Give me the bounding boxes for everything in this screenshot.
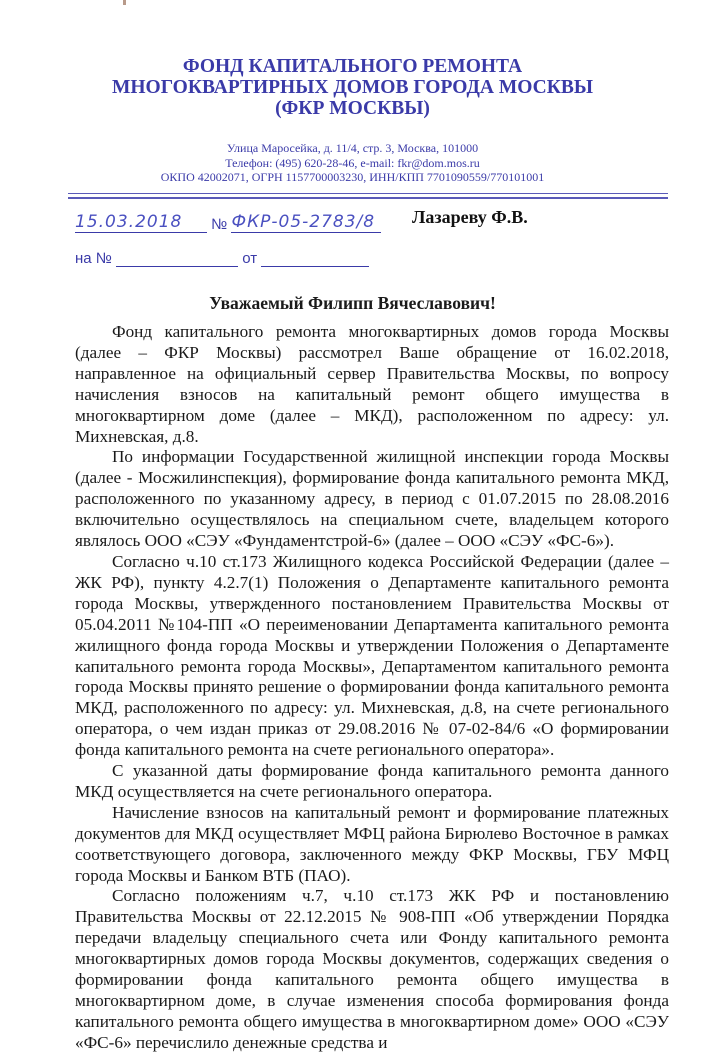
org-registry-codes: ОКПО 42002071, ОГРН 1157700003230, ИНН/КПП 7701090559/770101001 bbox=[160, 170, 545, 184]
registration-line bbox=[75, 212, 381, 233]
number-label: № bbox=[211, 216, 228, 233]
letterhead-contacts bbox=[0, 141, 705, 185]
paragraph: Фонд капитального ремонта многоквартирных домов города Москвы (далее – ФКР Москвы) рассмотрел Ваше обращение от 16.02.2018, направленное на официальный сервер Правительства Москвы, по вопросу начисления взносов на капитальный ремонт общего имущества в многоквартирном доме (далее – МКД), расположенном по адресу: ул. Михневская, д.8. bbox=[75, 322, 669, 446]
letterhead-org-name bbox=[0, 56, 705, 119]
reply-from-label: от bbox=[242, 250, 258, 267]
paragraph: По информации Государственной жилищной инспекции города Москвы (далее - Мосжилинспекция), формирование фонда капитального ремонта МКД, расположенного по указанному адресу, в период с 01.07.2015 по 28.08.2016 включительно осуществлялось на специальном счете, владельцем которого являлось ООО «СЭУ «Фундаментстрой-6» (далее – ООО «СЭУ «ФС-6»). bbox=[75, 447, 669, 551]
org-line-1: ФОНД КАПИТАЛЬНОГО РЕМОНТА bbox=[182, 56, 523, 77]
addressee: Лазареву Ф.В. bbox=[412, 207, 528, 227]
org-line-2: МНОГОКВАРТИРНЫХ ДОМОВ ГОРОДА МОСКВЫ bbox=[111, 77, 594, 98]
letterhead-divider-thick bbox=[68, 197, 668, 199]
org-line-3: (ФКР МОСКВЫ) bbox=[275, 98, 430, 119]
reply-reference-line bbox=[75, 250, 369, 267]
paragraph: Начисление взносов на капитальный ремонт и формирование платежных документов для МКД осуществляет МФЦ района Бирюлево Восточное в рамках соответствующего договора, заключенного между ФКР Москвы, ГБУ МФЦ города Москвы и Банком ВТБ (ПАО). bbox=[75, 802, 669, 885]
org-address: Улица Маросейка, д. 11/4, стр. 3, Москва, 101000 bbox=[226, 141, 479, 155]
scan-mark bbox=[123, 0, 126, 5]
paragraph: Согласно ч.10 ст.173 Жилищного кодекса Российской Федерации (далее – ЖК РФ), пункту 4.2.7(1) Положения о Департаменте капитального ремонта города Москвы, утвержденного постановлением Правительства Москвы от 05.04.2011 №104-ПП «О переименовании Департамента капитального ремонта жилищного фонда города Москвы и утверждении Положения о Департаменте капитального ремонта города Москвы», Департаментом капитального ремонта города Москвы принято решение о формировании фонда капитального ремонта МКД, расположенного по адресу: ул. Михневская, д.8, на счете регионального оператора, о чем издан приказ от 29.08.2016 № 07-02-84/6 «О формировании фонда капитального ремонта на счете регионального оператора». bbox=[75, 551, 669, 760]
reply-date-field bbox=[261, 250, 369, 267]
paragraph: С указанной даты формирование фонда капитального ремонта данного МКД осуществляется на счете регионального оператора. bbox=[75, 761, 669, 801]
outgoing-number: ФКР-05-2783/8 bbox=[231, 212, 381, 233]
paragraph: Согласно положениям ч.7, ч.10 ст.173 ЖК РФ и постановлению Правительства Москвы от 22.12.2015 № 908-ПП «Об утверждении Порядка передачи владельцу специального счета или Фонду капитального ремонта многоквартирных домов города Москвы документов, содержащих сведения о формировании фонда капитального ремонта общего имущества в многоквартирном доме, в случае изменения способа формирования фонда капитального ремонта общего имущества в многоквартирном доме» ООО «СЭУ «ФС-6» перечислило денежные средства и bbox=[75, 886, 669, 1052]
reply-number-field bbox=[116, 250, 238, 267]
outgoing-date: 15.03.2018 bbox=[75, 212, 207, 233]
letterhead-divider-thin bbox=[68, 193, 668, 194]
letter-body bbox=[75, 322, 669, 1054]
reply-number-label: на № bbox=[75, 250, 112, 267]
org-phone-email: Телефон: (495) 620-28-46, e-mail: fkr@dom.mos.ru bbox=[225, 155, 480, 170]
greeting: Уважаемый Филипп Вячеславович! bbox=[209, 293, 496, 313]
